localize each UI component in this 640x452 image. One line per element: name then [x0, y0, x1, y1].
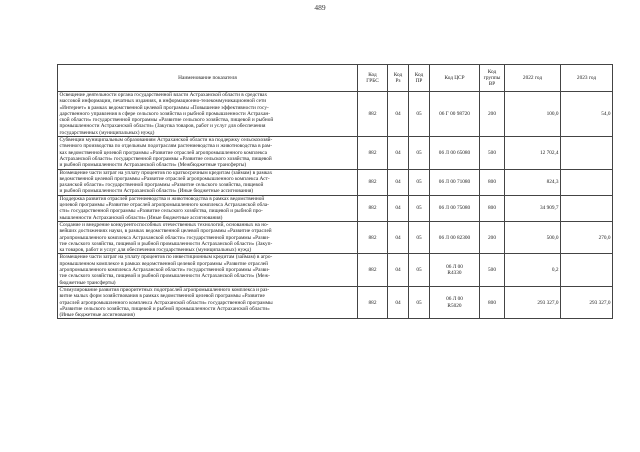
row-name: Субвенции муниципальным образованиям Астраханской области на поддержку сельскохозяй- ственного производства по отдельным подотраслям растениеводства и животноводства в рам- ках ведомственной целевой программы «Развитие отраслей агропромышленного комплекса Астраханской области» государственной программы «Развитие сельского хозяйства, пищевой и рыбной промышленности Астраханской области» (Межбюджетные трансферты) — [58, 137, 358, 169]
row-pr: 05 — [409, 137, 430, 169]
row-csr: 06 Л 00 75080 — [430, 195, 480, 221]
row-grbs: 882 — [358, 195, 388, 221]
row-name: Создание и внедрение конкурентоспособных отечественных технологий, основанных на но- вейших достижениях науки, в рамках ведомственной целевой программы «Развитие отраслей агропромышленного комплекса Астраханской области» государственной программы «Разви- тие сельского хозяйства, пищевой и рыбной промышленности Астраханской области» (Закуп- ка товаров, работ и услуг для обеспечения государственных (муниципальных) нужд) — [58, 221, 358, 253]
row-vr: 800 — [480, 169, 505, 195]
row-csr: 06 Г 00 98720 — [430, 92, 480, 137]
row-grbs: 882 — [358, 169, 388, 195]
table-row — [58, 254, 613, 286]
row-rz: 04 — [388, 221, 409, 253]
row-2022: 34 909,7 — [505, 195, 561, 221]
header-vr: Код группы ВР — [480, 65, 505, 92]
table-row — [58, 169, 613, 195]
table-row — [58, 286, 613, 318]
row-2022: 100,0 — [505, 92, 561, 137]
row-rz: 04 — [388, 195, 409, 221]
header-2023: 2023 год — [561, 65, 613, 92]
row-csr: 06 Л 00 R5020 — [430, 286, 480, 318]
row-pr: 05 — [409, 92, 430, 137]
row-pr: 05 — [409, 254, 430, 286]
row-2023: 270,0 — [561, 221, 613, 253]
row-name: Возмещение части затрат на уплату процентов по инвестиционным кредитам (займам) в агро- промышленном комплексе в рамках ведомственной целевой программы «Развитие отраслей агропромышленного комплекса Астраханской области» государственной программы «Разви- тие сельского хозяйства, пищевой и рыбной промышленности Астраханской области» (Меж- бюджетные трансферты) — [58, 254, 358, 286]
row-csr: 06 Л 00 65080 — [430, 137, 480, 169]
header-name: Наименование показателя — [58, 65, 358, 92]
row-pr: 05 — [409, 169, 430, 195]
page-number: 489 — [314, 3, 326, 12]
row-grbs: 882 — [358, 254, 388, 286]
row-grbs: 882 — [358, 92, 388, 137]
row-name: Поддержка развития отраслей растениеводства и животноводства в рамках ведомственной целевой программы «Развитие отраслей агропромышленного комплекса Астраханской обла- сти» государственной программы «Развитие сельского хозяйства, пищевой и рыбной про- мышленности Астраханской области» (Иные бюджетные ассигнования) — [58, 195, 358, 221]
table-row — [58, 195, 613, 221]
row-name: Возмещение части затрат на уплату процентов по краткосрочным кредитам (займам) в рамках ведомственной целевой программы «Развитие отраслей агропромышленного комплекса Аст- раханской области» государственной программы «Развитие сельского хозяйства, пищевой и рыбной промышленности Астраханской области» (Иные бюджетные ассигнования) — [58, 169, 358, 195]
row-2023 — [561, 195, 613, 221]
row-rz: 04 — [388, 92, 409, 137]
row-vr: 200 — [480, 92, 505, 137]
row-2023 — [561, 254, 613, 286]
row-2023: 293 327,0 — [561, 286, 613, 318]
row-grbs: 882 — [358, 137, 388, 169]
row-pr: 05 — [409, 195, 430, 221]
row-rz: 04 — [388, 286, 409, 318]
table-row — [58, 137, 613, 169]
row-rz: 04 — [388, 137, 409, 169]
table-row — [58, 92, 613, 137]
row-csr: 06 Л 00 82300 — [430, 221, 480, 253]
header-grbs: Код ГРБС — [358, 65, 388, 92]
header-2022: 2022 год — [505, 65, 561, 92]
row-pr: 05 — [409, 286, 430, 318]
row-2023: 54,0 — [561, 92, 613, 137]
row-pr: 05 — [409, 221, 430, 253]
row-2022: 12 702,4 — [505, 137, 561, 169]
header-pr: Код ПР — [409, 65, 430, 92]
row-grbs: 882 — [358, 286, 388, 318]
row-csr: 06 Л 00 71080 — [430, 169, 480, 195]
row-rz: 04 — [388, 169, 409, 195]
budget-table — [57, 64, 613, 319]
header-csr: Код ЦСР — [430, 65, 480, 92]
row-name: Освещение деятельности органа государственной власти Астраханской области в средствах массовой информации, печатных изданиях, в информационно-телекоммуникационной сети «Интернет» в рамках ведомственной целевой программы «Повышение эффективности госу- дарственного управления в сфере сельского хозяйства и рыбной промышленности Астрахан- ской области» государственной программы «Развитие сельского хозяйства, пищевой и рыбной промышленности Астраханской области» (Закупка товаров, работ и услуг для обеспечения государственных (муниципальных) нужд) — [58, 92, 358, 137]
row-2022: 824,3 — [505, 169, 561, 195]
row-vr: 500 — [480, 137, 505, 169]
row-2022: 293 327,0 — [505, 286, 561, 318]
row-vr: 500 — [480, 254, 505, 286]
header-rz: Код Рз — [388, 65, 409, 92]
row-rz: 04 — [388, 254, 409, 286]
table-header-row — [58, 65, 613, 92]
row-vr: 200 — [480, 221, 505, 253]
row-2022: 0,2 — [505, 254, 561, 286]
row-name: Стимулирование развития приоритетных подотраслей агропромышленного комплекса и раз- витие малых форм хозяйствования в рамках ведомственной целевой программы «Развитие отраслей агропромышленного комплекса Астраханской области» государственной программы «Развитие сельского хозяйства, пищевой и рыбной промышленности Астраханской области» (Иные бюджетные ассигнования) — [58, 286, 358, 318]
row-2023 — [561, 169, 613, 195]
row-2023 — [561, 137, 613, 169]
table-row — [58, 221, 613, 253]
row-csr: 06 Л 00 R4330 — [430, 254, 480, 286]
row-2022: 500,0 — [505, 221, 561, 253]
row-grbs: 882 — [358, 221, 388, 253]
row-vr: 800 — [480, 195, 505, 221]
row-vr: 800 — [480, 286, 505, 318]
